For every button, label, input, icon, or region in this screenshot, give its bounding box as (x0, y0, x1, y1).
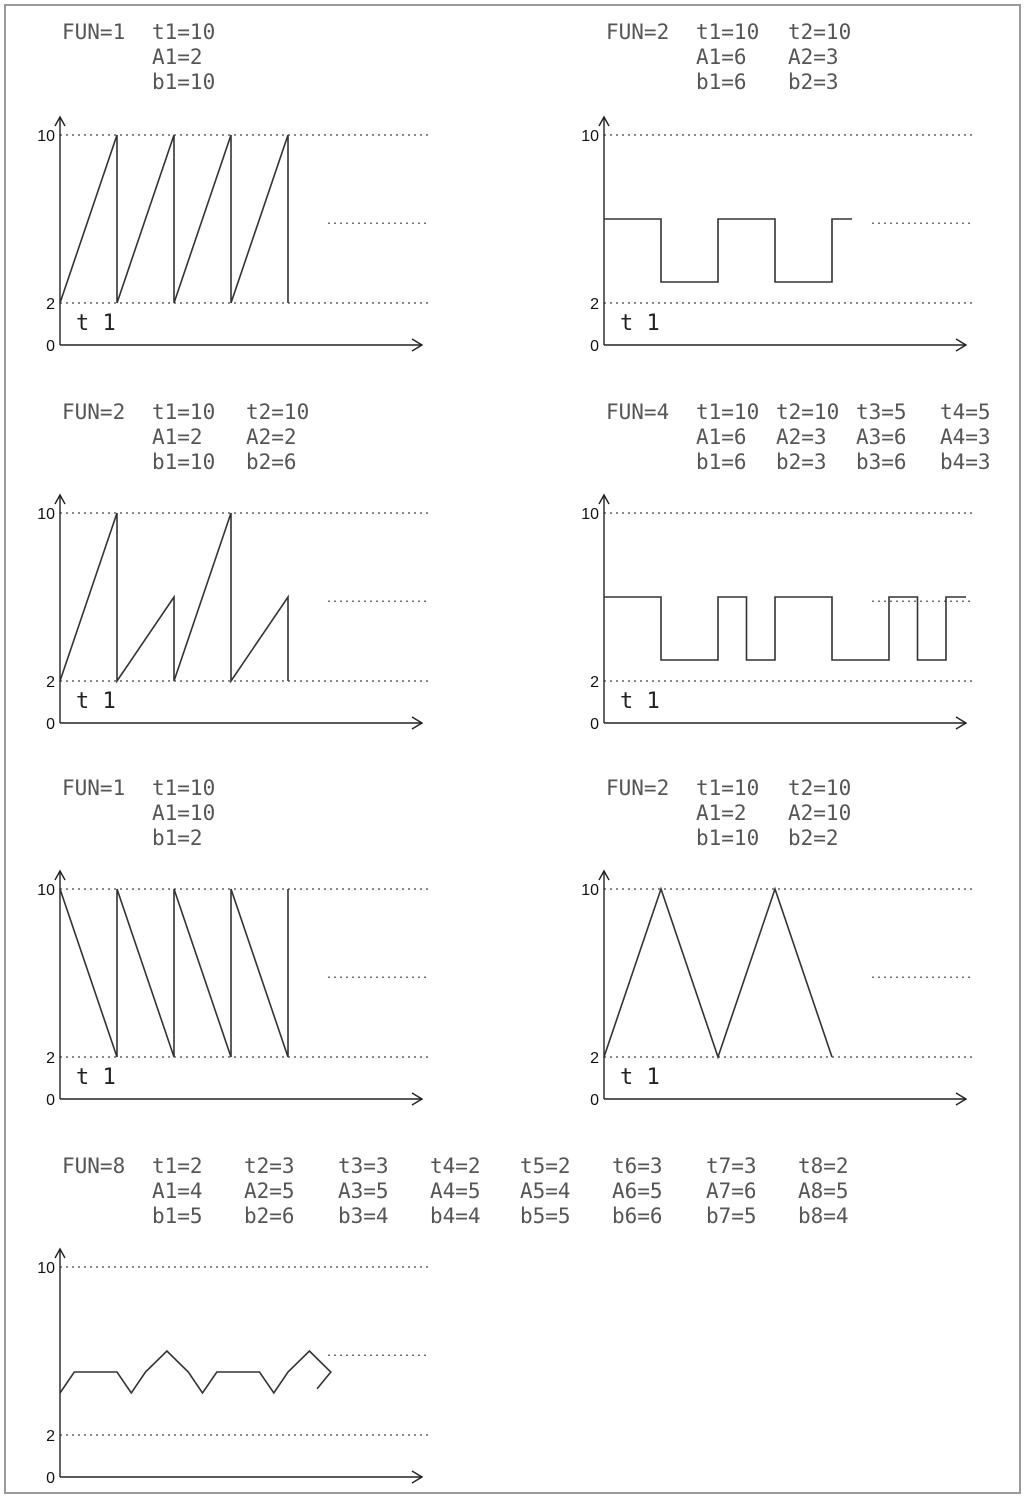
panel-fun2-double-ramp (37, 400, 428, 733)
tick-label: 2 (46, 1428, 55, 1445)
param-label: A3=5 (338, 1179, 389, 1203)
param-label: b2=3 (788, 70, 839, 94)
param-label: t4=5 (940, 400, 991, 424)
param-label: A8=5 (798, 1179, 849, 1203)
param-label: t2=10 (246, 400, 310, 424)
param-label: A4=3 (940, 425, 991, 449)
waveform-trace (604, 219, 852, 282)
param-label: FUN=2 (606, 20, 670, 44)
panel-fun4-pulse (581, 400, 990, 733)
tick-label: 0 (46, 1092, 55, 1109)
panel-fun2-square (581, 20, 972, 355)
param-label: t3=5 (856, 400, 907, 424)
waveform-trace (604, 889, 832, 1057)
param-label: b1=10 (152, 450, 216, 474)
param-label: A2=10 (788, 801, 852, 825)
param-label: t1=10 (696, 20, 760, 44)
param-label: b2=6 (244, 1204, 295, 1228)
param-label: A2=3 (788, 45, 839, 69)
tick-label: 2 (590, 674, 599, 691)
param-label: A1=6 (696, 425, 747, 449)
param-label: A1=2 (152, 425, 203, 449)
param-label: t7=3 (706, 1154, 757, 1178)
param-label: b1=5 (152, 1204, 203, 1228)
param-label: A2=5 (244, 1179, 295, 1203)
tick-label: 2 (590, 296, 599, 313)
param-label: b6=6 (612, 1204, 663, 1228)
param-label: b5=5 (520, 1204, 571, 1228)
param-label: b3=6 (856, 450, 907, 474)
tick-label: 2 (46, 296, 55, 313)
tick-label: 0 (46, 1470, 55, 1487)
param-label: b1=6 (696, 70, 747, 94)
tick-label: 0 (46, 338, 55, 355)
param-label: A2=2 (246, 425, 297, 449)
param-label: b1=2 (152, 826, 203, 850)
param-label: t2=10 (776, 400, 840, 424)
waveform-trace (60, 1351, 331, 1393)
tick-label: 0 (590, 1092, 599, 1109)
time-label: t 1 (620, 689, 660, 714)
panel-fun8-sine (37, 1154, 848, 1487)
time-label: t 1 (620, 311, 660, 336)
tick-label: 10 (37, 506, 55, 523)
param-label: A5=4 (520, 1179, 571, 1203)
param-label: t5=2 (520, 1154, 571, 1178)
param-label: b2=3 (776, 450, 827, 474)
param-label: t1=10 (152, 20, 216, 44)
param-label: b1=10 (152, 70, 216, 94)
tick-label: 0 (590, 338, 599, 355)
param-label: t8=2 (798, 1154, 849, 1178)
panel-fun1-sawtooth-down (37, 776, 428, 1109)
param-label: t2=3 (244, 1154, 295, 1178)
param-label: b1=6 (696, 450, 747, 474)
param-label: A1=2 (152, 45, 203, 69)
param-label: A1=10 (152, 801, 216, 825)
param-label: A1=2 (696, 801, 747, 825)
param-label: b7=5 (706, 1204, 757, 1228)
tick-label: 10 (581, 128, 599, 145)
waveform-trace (60, 513, 288, 681)
param-label: FUN=1 (62, 776, 126, 800)
param-label: FUN=8 (62, 1154, 126, 1178)
param-label: b4=4 (430, 1204, 481, 1228)
tick-label: 10 (37, 1260, 55, 1277)
param-label: A7=6 (706, 1179, 757, 1203)
param-label: t2=10 (788, 776, 852, 800)
param-label: b4=3 (940, 450, 991, 474)
param-label: FUN=2 (606, 776, 670, 800)
tick-label: 2 (46, 674, 55, 691)
param-label: FUN=2 (62, 400, 126, 424)
param-label: t1=10 (152, 776, 216, 800)
tick-label: 2 (590, 1050, 599, 1067)
time-label: t 1 (620, 1065, 660, 1090)
param-label: A1=4 (152, 1179, 203, 1203)
param-label: t1=10 (696, 776, 760, 800)
panel-fun2-triangle (581, 776, 972, 1109)
waveform-trace (60, 889, 288, 1057)
time-label: t 1 (76, 689, 116, 714)
waveform-trace (60, 135, 288, 303)
tick-label: 0 (590, 716, 599, 733)
param-label: b1=10 (696, 826, 760, 850)
param-label: t4=2 (430, 1154, 481, 1178)
param-label: b2=6 (246, 450, 297, 474)
param-label: t1=2 (152, 1154, 203, 1178)
param-label: A3=6 (856, 425, 907, 449)
param-label: t1=10 (152, 400, 216, 424)
param-label: FUN=4 (606, 400, 670, 424)
tick-label: 10 (37, 128, 55, 145)
time-label: t 1 (76, 1065, 116, 1090)
param-label: FUN=1 (62, 20, 126, 44)
param-label: t3=3 (338, 1154, 389, 1178)
tick-label: 10 (581, 506, 599, 523)
param-label: b8=4 (798, 1204, 849, 1228)
param-label: b3=4 (338, 1204, 389, 1228)
param-label: t6=3 (612, 1154, 663, 1178)
tick-label: 10 (37, 882, 55, 899)
tick-label: 0 (46, 716, 55, 733)
time-label: t 1 (76, 311, 116, 336)
param-label: A2=3 (776, 425, 827, 449)
param-label: t1=10 (696, 400, 760, 424)
param-label: b2=2 (788, 826, 839, 850)
param-label: A1=6 (696, 45, 747, 69)
param-label: t2=10 (788, 20, 852, 44)
panel-fun1-sawtooth-up (37, 20, 428, 355)
tick-label: 10 (581, 882, 599, 899)
param-label: A6=5 (612, 1179, 663, 1203)
tick-label: 2 (46, 1050, 55, 1067)
waveform-trace (604, 597, 966, 660)
param-label: A4=5 (430, 1179, 481, 1203)
